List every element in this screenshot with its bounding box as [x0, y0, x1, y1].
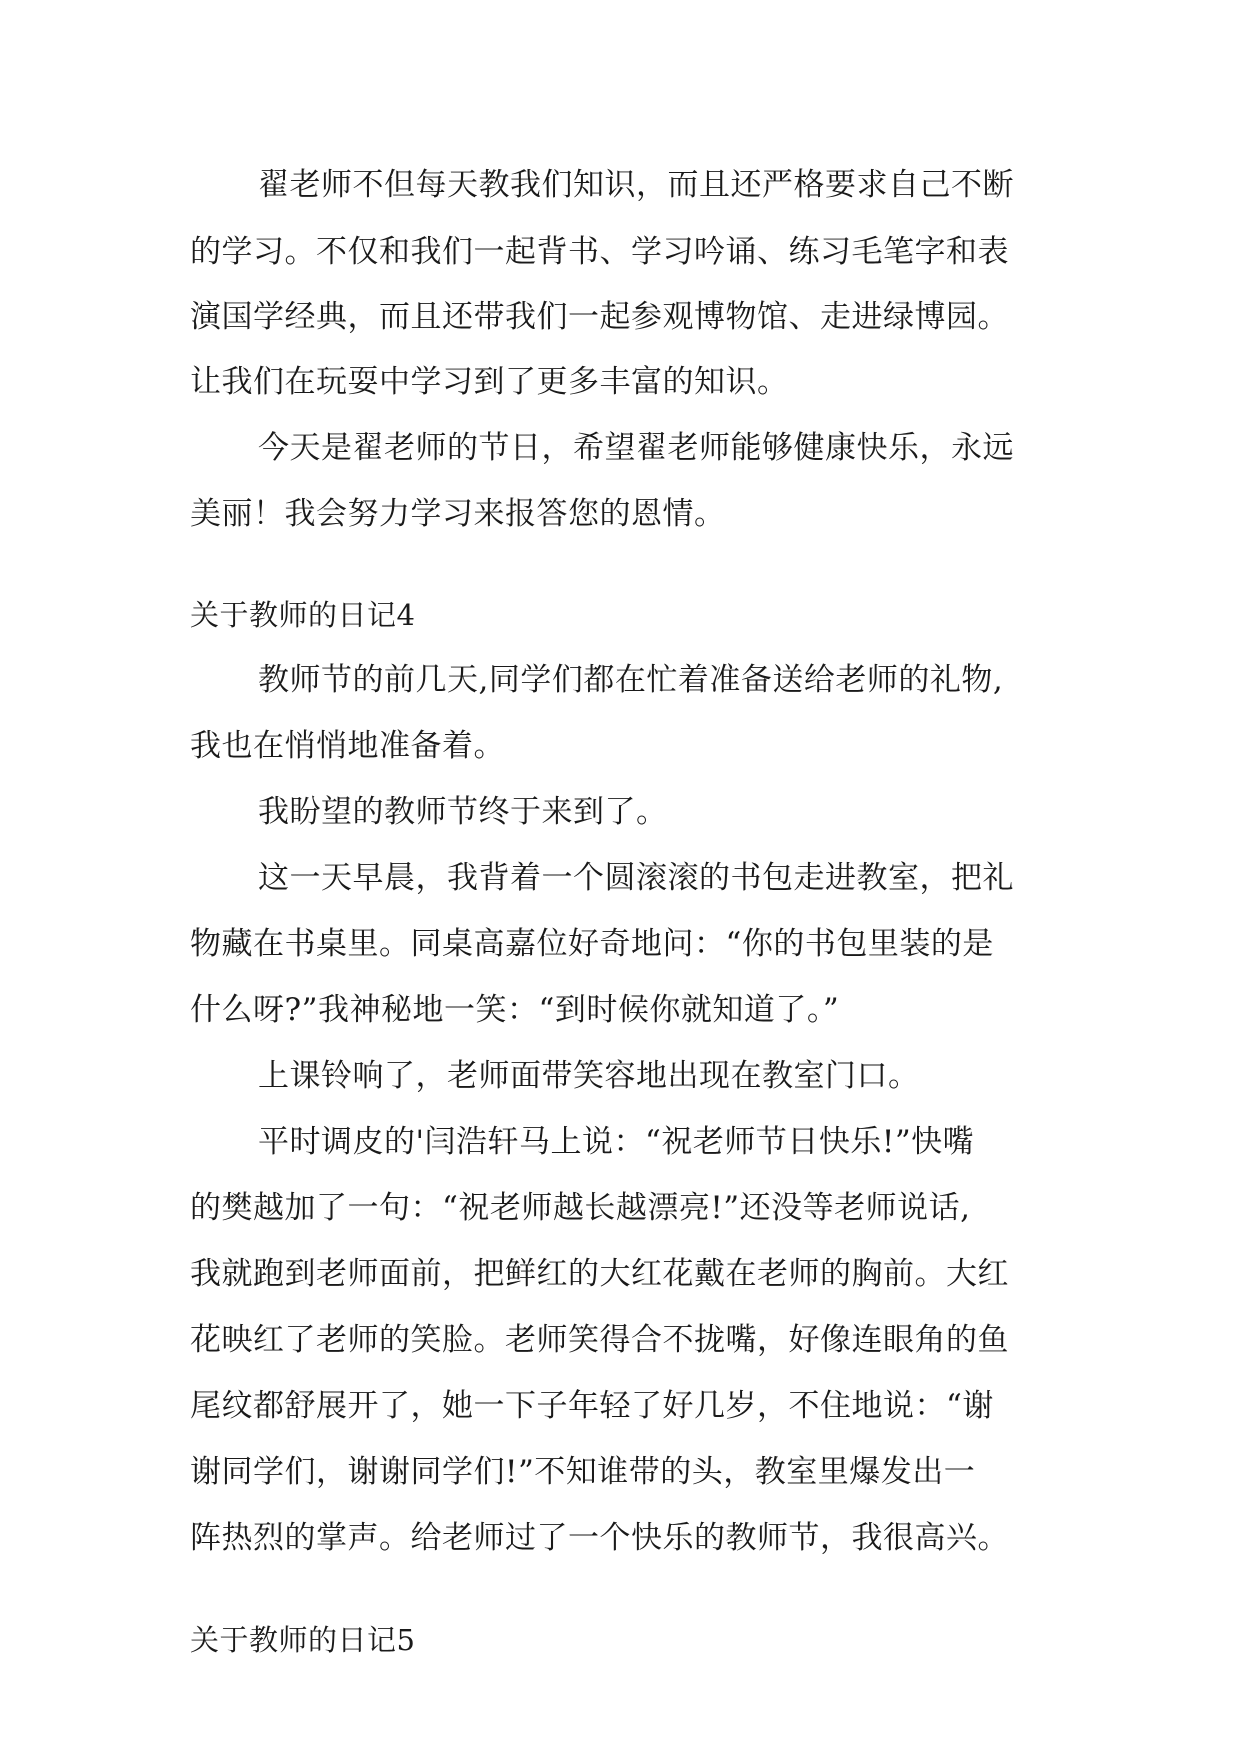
paragraph-line: 美丽！我会努力学习来报答您的恩情。	[190, 496, 726, 532]
paragraph-line: 我也在悄悄地准备着。	[190, 728, 505, 764]
paragraph-line: 翟老师不但每天教我们知识，而且还严格要求自己不断	[258, 167, 1014, 203]
section-heading: 关于教师的日记5	[190, 1623, 416, 1657]
paragraph-line: 阵热烈的掌声。给老师过了一个快乐的教师节，我很高兴。	[190, 1520, 1009, 1556]
paragraph-line: 这一天早晨，我背着一个圆滚滚的书包走进教室，把礼	[258, 860, 1014, 896]
paragraph-line: 教师节的前几天,同学们都在忙着准备送给老师的礼物,	[258, 662, 1004, 698]
paragraph-line: 我盼望的教师节终于来到了。	[258, 794, 668, 830]
paragraph-line: 尾纹都舒展开了，她一下子年轻了好几岁，不住地说：“谢	[190, 1388, 994, 1424]
paragraph-line: 的学习。不仅和我们一起背书、学习吟诵、练习毛笔字和表	[190, 234, 1009, 270]
paragraph-line: 的樊越加了一句：“祝老师越长越漂亮!”还没等老师说话,	[190, 1190, 971, 1226]
paragraph-line: 演国学经典，而且还带我们一起参观博物馆、走进绿博园。	[190, 299, 1009, 335]
paragraph-line: 上课铃响了，老师面带笑容地出现在教室门口。	[258, 1058, 920, 1094]
section-heading: 关于教师的日记4	[190, 598, 416, 632]
paragraph-line: 我就跑到老师面前，把鲜红的大红花戴在老师的胸前。大红	[190, 1256, 1009, 1292]
paragraph-line: 今天是翟老师的节日，希望翟老师能够健康快乐，永远	[258, 430, 1014, 466]
paragraph-line: 平时调皮的'闫浩轩马上说：“祝老师节日快乐!”快嘴	[258, 1124, 975, 1160]
paragraph-line: 花映红了老师的笑脸。老师笑得合不拢嘴，好像连眼角的鱼	[190, 1322, 1009, 1358]
paragraph-line: 什么呀?”我神秘地一笑：“到时候你就知道了。”	[190, 992, 840, 1028]
paragraph-line: 物藏在书桌里。同桌高嘉位好奇地问：“你的书包里装的是	[190, 926, 994, 962]
paragraph-line: 谢同学们，谢谢同学们!”不知谁带的头，教室里爆发出一	[190, 1454, 976, 1490]
paragraph-line: 让我们在玩耍中学习到了更多丰富的知识。	[190, 364, 789, 400]
